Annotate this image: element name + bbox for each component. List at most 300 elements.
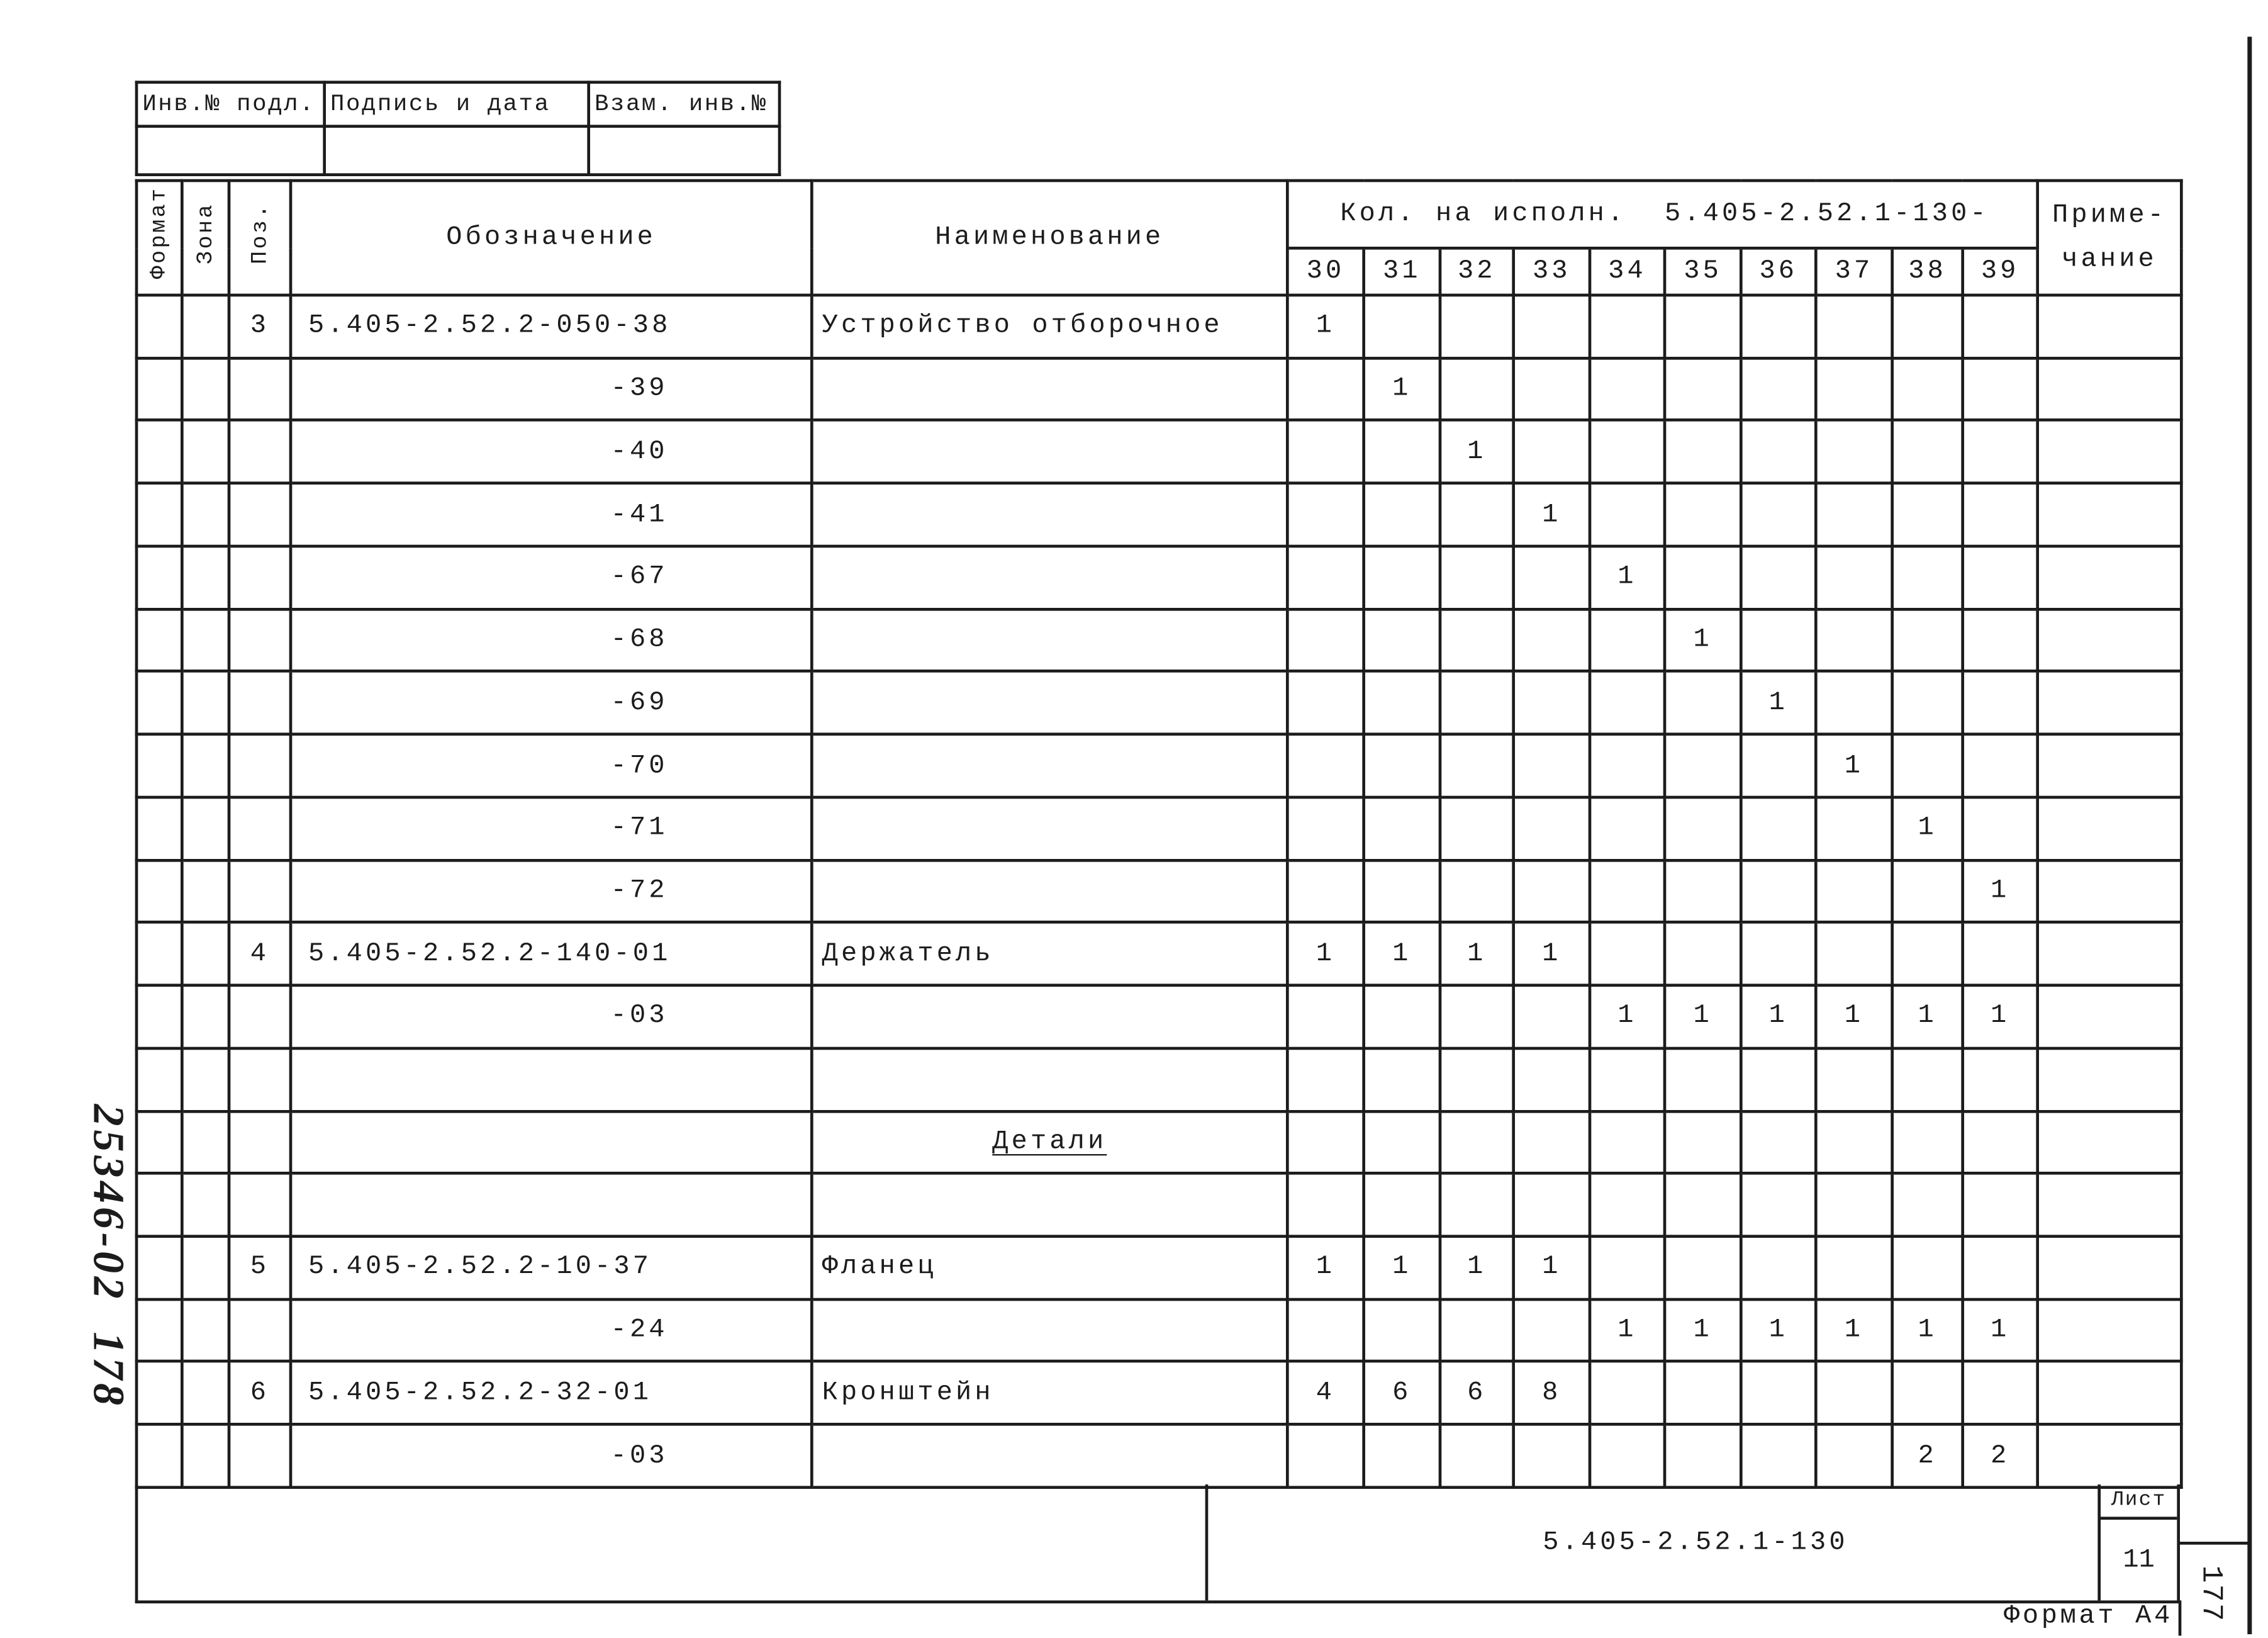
qty-cell-31 (1364, 1425, 1440, 1488)
qty-cell-31 (1364, 671, 1440, 734)
qty-cell-32 (1440, 985, 1514, 1048)
qty-cell-35: 1 (1665, 985, 1741, 1048)
name-cell (812, 358, 1287, 421)
qty-cell-36 (1741, 734, 1816, 797)
qty-cell-32 (1440, 671, 1514, 734)
qty-cell-32 (1440, 1111, 1514, 1174)
position-cell (229, 483, 291, 546)
format-cell (137, 1299, 182, 1362)
qty-cell-35 (1665, 734, 1741, 797)
qty-cell-38 (1892, 923, 1963, 985)
qty-cell-32 (1440, 483, 1514, 546)
qty-cell-39 (1963, 546, 2038, 609)
qty-cell-36 (1741, 483, 1816, 546)
qty-cell-34 (1590, 358, 1665, 421)
note-cell (2038, 1237, 2182, 1299)
qty-cell-32 (1440, 860, 1514, 923)
qty-cell-30 (1287, 358, 1363, 421)
qty-cell-33 (1514, 671, 1590, 734)
qty-cell-35 (1665, 420, 1741, 483)
qty-cell-35 (1665, 546, 1741, 609)
qty-cell-38 (1892, 1362, 1963, 1425)
designation-cell: -03 (291, 1425, 812, 1488)
qty-cell-31 (1364, 1111, 1440, 1174)
qty-cell-30 (1287, 671, 1363, 734)
qty-cell-35 (1665, 923, 1741, 985)
qty-cell-35 (1665, 295, 1741, 358)
designation-cell: -39 (291, 358, 812, 421)
name-cell: Кронштейн (812, 1362, 1287, 1425)
qty-cell-37 (1816, 671, 1892, 734)
position-cell (229, 671, 291, 734)
variant-header-32: 32 (1440, 248, 1514, 295)
qty-cell-38 (1892, 1174, 1963, 1237)
designation-cell: -69 (291, 671, 812, 734)
note-cell (2038, 797, 2182, 860)
qty-cell-36 (1741, 1111, 1816, 1174)
qty-cell-36 (1741, 295, 1816, 358)
format-cell (137, 1425, 182, 1488)
qty-cell-32 (1440, 1048, 1514, 1111)
zone-cell (182, 1362, 229, 1425)
qty-cell-36 (1741, 609, 1816, 672)
qty-cell-39 (1963, 1362, 2038, 1425)
position-cell (229, 420, 291, 483)
table-row (137, 420, 2181, 483)
qty-cell-31: 1 (1364, 923, 1440, 985)
variant-header-33: 33 (1514, 248, 1590, 295)
qty-cell-35: 1 (1665, 1299, 1741, 1362)
margin-inventory-number: 25346-02 178 (83, 1104, 132, 1409)
qty-cell-33 (1514, 1425, 1590, 1488)
format-cell (137, 797, 182, 860)
table-row (137, 1362, 2181, 1425)
position-cell (229, 734, 291, 797)
side-page-number: 177 (2193, 1565, 2227, 1623)
qty-cell-35 (1665, 671, 1741, 734)
qty-cell-39: 1 (1963, 1299, 2038, 1362)
zone-header: Зона (182, 181, 229, 295)
sheet-box (2101, 1484, 2177, 1600)
qty-cell-34 (1590, 923, 1665, 985)
zone-cell (182, 797, 229, 860)
zone-cell (182, 546, 229, 609)
qty-cell-39 (1963, 1237, 2038, 1299)
qty-cell-34 (1590, 1111, 1665, 1174)
name-cell (812, 797, 1287, 860)
zone-cell (182, 734, 229, 797)
qty-cell-39 (1963, 420, 2038, 483)
qty-cell-32: 6 (1440, 1362, 1514, 1425)
zone-cell (182, 923, 229, 985)
qty-cell-35 (1665, 1111, 1741, 1174)
qty-cell-32: 1 (1440, 420, 1514, 483)
zone-cell (182, 671, 229, 734)
qty-cell-31 (1364, 734, 1440, 797)
name-cell (812, 609, 1287, 672)
table-row (137, 483, 2181, 546)
note-cell (2038, 1362, 2182, 1425)
qty-cell-36 (1741, 797, 1816, 860)
qty-cell-39 (1963, 923, 2038, 985)
qty-cell-37 (1816, 1362, 1892, 1425)
qty-cell-37 (1816, 797, 1892, 860)
qty-cell-30 (1287, 860, 1363, 923)
position-header: Поз. (229, 181, 291, 295)
qty-cell-35 (1665, 797, 1741, 860)
note-header (2038, 181, 2182, 295)
qty-cell-32 (1440, 295, 1514, 358)
position-cell (229, 860, 291, 923)
zone-cell (182, 1174, 229, 1237)
qty-cell-37 (1816, 546, 1892, 609)
qty-cell-30 (1287, 1299, 1363, 1362)
qty-cell-38 (1892, 295, 1963, 358)
qty-cell-32 (1440, 609, 1514, 672)
format-cell (137, 1048, 182, 1111)
qty-cell-30 (1287, 1048, 1363, 1111)
position-cell: 5 (229, 1237, 291, 1299)
qty-cell-33 (1514, 797, 1590, 860)
designation-cell (291, 1048, 812, 1111)
zone-cell (182, 483, 229, 546)
qty-cell-39 (1963, 358, 2038, 421)
zone-cell (182, 985, 229, 1048)
table-row (137, 797, 2181, 860)
zone-cell (182, 295, 229, 358)
qty-cell-36 (1741, 860, 1816, 923)
position-cell (229, 1111, 291, 1174)
qty-cell-31 (1364, 546, 1440, 609)
qty-cell-36: 1 (1741, 671, 1816, 734)
note-header-line1: Приме- (2052, 201, 2167, 231)
name-cell (812, 483, 1287, 546)
format-cell (137, 1111, 182, 1174)
variant-header-39: 39 (1963, 248, 2038, 295)
qty-cell-36 (1741, 1048, 1816, 1111)
position-cell (229, 1299, 291, 1362)
qty-cell-31: 6 (1364, 1362, 1440, 1425)
qty-cell-34 (1590, 483, 1665, 546)
qty-cell-34 (1590, 1048, 1665, 1111)
qty-cell-39 (1963, 671, 2038, 734)
designation-cell: -40 (291, 420, 812, 483)
right-frame-line (2247, 36, 2252, 1634)
specification-body (137, 295, 2181, 1488)
note-cell (2038, 295, 2182, 358)
qty-cell-38: 2 (1892, 1425, 1963, 1488)
qty-cell-31: 1 (1364, 358, 1440, 421)
qty-cell-33: 1 (1514, 923, 1590, 985)
qty-cell-37 (1816, 923, 1892, 985)
qty-cell-38 (1892, 671, 1963, 734)
format-cell (137, 609, 182, 672)
name-cell (812, 1111, 1287, 1174)
inventory-stamp (135, 81, 781, 176)
table-row (137, 1299, 2181, 1362)
qty-cell-37 (1816, 483, 1892, 546)
designation-cell: -70 (291, 734, 812, 797)
format-label: Формат А4 (2003, 1602, 2173, 1632)
qty-cell-36 (1741, 923, 1816, 985)
sheet-number: 11 (2123, 1545, 2155, 1575)
qty-cell-31 (1364, 1048, 1440, 1111)
format-cell (137, 985, 182, 1048)
variant-header-31: 31 (1364, 248, 1440, 295)
format-cell (137, 923, 182, 985)
qty-cell-35 (1665, 1362, 1741, 1425)
qty-cell-35 (1665, 1048, 1741, 1111)
qty-cell-33: 8 (1514, 1362, 1590, 1425)
qty-cell-39: 2 (1963, 1425, 2038, 1488)
position-cell (229, 985, 291, 1048)
name-cell (812, 671, 1287, 734)
table-row (137, 985, 2181, 1048)
qty-cell-37 (1816, 860, 1892, 923)
qty-cell-37 (1816, 609, 1892, 672)
qty-cell-35 (1665, 1174, 1741, 1237)
variant-header-37: 37 (1816, 248, 1892, 295)
zone-cell (182, 1425, 229, 1488)
qty-cell-33 (1514, 295, 1590, 358)
qty-cell-30 (1287, 420, 1363, 483)
qty-cell-38 (1892, 1237, 1963, 1299)
corner-box-left-line (2179, 1600, 2182, 1635)
designation-cell: -71 (291, 797, 812, 860)
qty-cell-33 (1514, 420, 1590, 483)
designation-cell: 5.405-2.52.2-10-37 (291, 1237, 812, 1299)
designation-cell: -41 (291, 483, 812, 546)
name-cell (812, 985, 1287, 1048)
qty-cell-33 (1514, 734, 1590, 797)
qty-cell-30 (1287, 546, 1363, 609)
title-block (135, 1484, 2180, 1603)
qty-cell-32: 1 (1440, 923, 1514, 985)
qty-cell-34 (1590, 860, 1665, 923)
qty-cell-39 (1963, 1174, 2038, 1237)
quantity-header: Кол. на исполн. 5.405-2.52.1-130- (1287, 181, 2037, 248)
qty-cell-36 (1741, 358, 1816, 421)
qty-cell-35 (1665, 358, 1741, 421)
table-row (137, 546, 2181, 609)
qty-cell-31 (1364, 860, 1440, 923)
name-cell: Фланец (812, 1237, 1287, 1299)
designation-cell: -03 (291, 985, 812, 1048)
position-cell (229, 1425, 291, 1488)
designation-cell: -68 (291, 609, 812, 672)
qty-cell-34 (1590, 671, 1665, 734)
name-cell (812, 1048, 1287, 1111)
qty-cell-34 (1590, 797, 1665, 860)
format-cell (137, 734, 182, 797)
qty-cell-37 (1816, 1111, 1892, 1174)
qty-cell-38 (1892, 358, 1963, 421)
zone-cell (182, 1048, 229, 1111)
variant-header-38: 38 (1892, 248, 1963, 295)
note-cell (2038, 1111, 2182, 1174)
qty-cell-38 (1892, 1111, 1963, 1174)
designation-cell: 5.405-2.52.2-050-38 (291, 295, 812, 358)
qty-cell-32 (1440, 1174, 1514, 1237)
name-cell (812, 1425, 1287, 1488)
table-row (137, 1425, 2181, 1488)
qty-cell-34 (1590, 609, 1665, 672)
signature-date-value (325, 126, 589, 175)
qty-cell-39 (1963, 295, 2038, 358)
document-code: 5.405-2.52.1-130 (1208, 1484, 2101, 1600)
position-cell: 6 (229, 1362, 291, 1425)
sheet-label: Лист (2101, 1484, 2177, 1520)
designation-cell: -72 (291, 860, 812, 923)
note-cell (2038, 734, 2182, 797)
qty-cell-34 (1590, 1425, 1665, 1488)
format-cell (137, 295, 182, 358)
qty-cell-31 (1364, 420, 1440, 483)
position-cell (229, 1048, 291, 1111)
zone-cell (182, 1299, 229, 1362)
inv-podl-label: Инв.№ подл. (137, 82, 325, 126)
variant-header-30: 30 (1287, 248, 1363, 295)
format-cell (137, 1237, 182, 1299)
qty-cell-34 (1590, 420, 1665, 483)
qty-cell-37 (1816, 1048, 1892, 1111)
qty-cell-39 (1963, 734, 2038, 797)
qty-cell-39: 1 (1963, 985, 2038, 1048)
zone-cell (182, 860, 229, 923)
designation-cell: -67 (291, 546, 812, 609)
qty-cell-32 (1440, 734, 1514, 797)
qty-cell-34 (1590, 734, 1665, 797)
qty-cell-36 (1741, 1362, 1816, 1425)
qty-cell-31 (1364, 1299, 1440, 1362)
qty-cell-36: 1 (1741, 985, 1816, 1048)
qty-cell-38 (1892, 420, 1963, 483)
qty-cell-31 (1364, 1174, 1440, 1237)
qty-cell-31 (1364, 985, 1440, 1048)
qty-cell-37 (1816, 1425, 1892, 1488)
vzam-inv-label: Взам. инв.№ (589, 82, 779, 126)
position-cell (229, 546, 291, 609)
note-cell (2038, 420, 2182, 483)
note-cell (2038, 985, 2182, 1048)
qty-cell-38 (1892, 734, 1963, 797)
qty-cell-30: 1 (1287, 1237, 1363, 1299)
zone-cell (182, 609, 229, 672)
table-row (137, 609, 2181, 672)
position-cell (229, 358, 291, 421)
qty-cell-30: 4 (1287, 1362, 1363, 1425)
qty-cell-34 (1590, 1174, 1665, 1237)
table-row (137, 1048, 2181, 1111)
qty-cell-34: 1 (1590, 1299, 1665, 1362)
table-row (137, 358, 2181, 421)
qty-cell-36: 1 (1741, 1299, 1816, 1362)
qty-cell-37: 1 (1816, 1299, 1892, 1362)
qty-cell-32 (1440, 1425, 1514, 1488)
note-cell (2038, 1174, 2182, 1237)
zone-cell (182, 358, 229, 421)
note-cell (2038, 1425, 2182, 1488)
table-row (137, 923, 2181, 985)
qty-cell-38: 1 (1892, 985, 1963, 1048)
name-header: Наименование (812, 181, 1287, 295)
name-cell (812, 1174, 1287, 1237)
qty-cell-31 (1364, 295, 1440, 358)
name-cell (812, 1299, 1287, 1362)
designation-header: Обозначение (291, 181, 812, 295)
qty-cell-39 (1963, 483, 2038, 546)
name-cell (812, 860, 1287, 923)
name-cell (812, 546, 1287, 609)
qty-cell-34 (1590, 295, 1665, 358)
zone-cell (182, 1111, 229, 1174)
qty-cell-30 (1287, 1425, 1363, 1488)
qty-cell-37 (1816, 1174, 1892, 1237)
table-row (137, 1237, 2181, 1299)
qty-cell-32 (1440, 797, 1514, 860)
qty-cell-35 (1665, 1237, 1741, 1299)
qty-cell-39 (1963, 1111, 2038, 1174)
qty-cell-34: 1 (1590, 546, 1665, 609)
qty-cell-33 (1514, 1048, 1590, 1111)
qty-cell-38 (1892, 546, 1963, 609)
qty-cell-31 (1364, 797, 1440, 860)
position-cell (229, 609, 291, 672)
note-cell (2038, 671, 2182, 734)
qty-cell-34 (1590, 1237, 1665, 1299)
table-row (137, 860, 2181, 923)
format-cell (137, 671, 182, 734)
qty-cell-35 (1665, 860, 1741, 923)
variant-header-35: 35 (1665, 248, 1741, 295)
qty-cell-35 (1665, 483, 1741, 546)
note-cell (2038, 546, 2182, 609)
qty-cell-33 (1514, 860, 1590, 923)
table-row (137, 671, 2181, 734)
table-row (137, 1111, 2181, 1174)
variant-header-36: 36 (1741, 248, 1816, 295)
qty-cell-39: 1 (1963, 860, 2038, 923)
inv-podl-value (137, 126, 325, 175)
qty-cell-39 (1963, 797, 2038, 860)
zone-cell (182, 420, 229, 483)
qty-cell-39 (1963, 1048, 2038, 1111)
format-cell (137, 546, 182, 609)
format-header: Формат (137, 181, 182, 295)
qty-cell-37 (1816, 295, 1892, 358)
qty-cell-36 (1741, 1237, 1816, 1299)
qty-cell-30 (1287, 609, 1363, 672)
qty-cell-37: 1 (1816, 734, 1892, 797)
qty-cell-30 (1287, 1174, 1363, 1237)
qty-cell-32 (1440, 358, 1514, 421)
qty-cell-31: 1 (1364, 1237, 1440, 1299)
qty-cell-35: 1 (1665, 609, 1741, 672)
designation-cell: 5.405-2.52.2-32-01 (291, 1362, 812, 1425)
qty-cell-33: 1 (1514, 483, 1590, 546)
format-cell (137, 420, 182, 483)
note-header-line2: чание (2062, 245, 2157, 275)
name-cell (812, 420, 1287, 483)
position-cell (229, 1174, 291, 1237)
qty-cell-37 (1816, 358, 1892, 421)
name-cell (812, 734, 1287, 797)
qty-cell-30 (1287, 483, 1363, 546)
designation-cell: -24 (291, 1299, 812, 1362)
qty-cell-32 (1440, 1299, 1514, 1362)
qty-cell-30 (1287, 797, 1363, 860)
note-cell (2038, 1048, 2182, 1111)
